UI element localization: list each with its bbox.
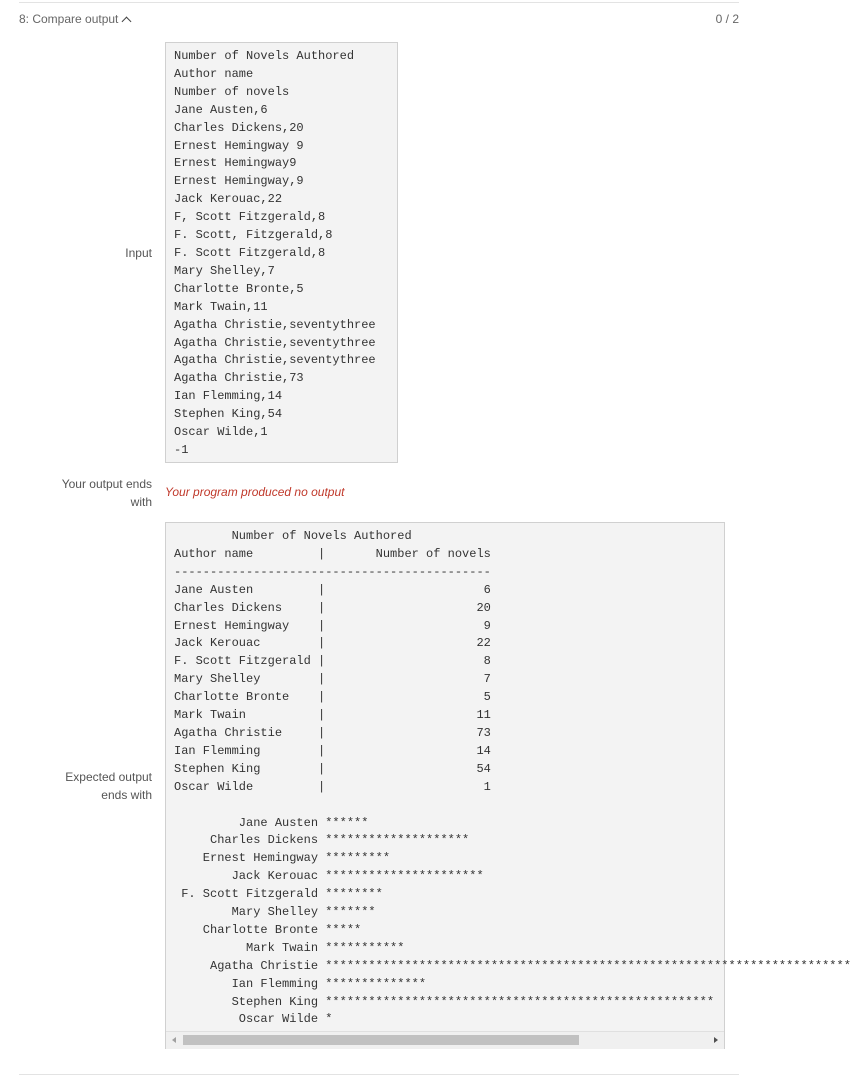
expected-output-text: Number of Novels Authored Author name | Number of novels -------------------------------------------- Jane Austen | 6 Charles Dickens | 20 Ernest Hemingway | 9 Jack Kerouac | 22 F. Scott Fitzgerald | 8 Mary Shelley | 7 Charlotte Bronte | 5 Mark Twain | 11 Agatha Christie | 73 Ian Flemming | 14 Stephen King | 54 Oscar Wilde | 1 Jane Austen ****** Charles Dickens ******************** Ernest Hemingway ********* Jack Kerouac ********************** F. Scott Fitzgerald ******** Mary Shelley ******* Charlotte Bronte ***** Mark Twain *********** Agatha Christie ************************************************************************* Ian Flemming ************** Stephen King ****************************************************** Oscar Wilde * xyxy=(174,529,851,1027)
test-header xyxy=(19,12,739,30)
your-output-label-line2: with xyxy=(130,495,152,509)
expected-output-box[interactable] xyxy=(165,522,851,1049)
chevron-up-icon xyxy=(122,16,132,26)
collapse-toggle[interactable] xyxy=(19,12,130,26)
input-label: Input xyxy=(125,246,152,260)
horizontal-scrollbar[interactable] xyxy=(166,1031,724,1049)
your-output-label xyxy=(12,475,152,511)
test-title: 8: Compare output xyxy=(19,12,119,26)
no-output-message: Your program produced no output xyxy=(165,485,345,499)
your-output-label-line1: Your output ends xyxy=(61,477,152,491)
input-text: Number of Novels Authored Author name Number of novels Jane Austen,6 Charles Dickens,20 Ernest Hemingway 9 Ernest Hemingway9 Ernest Hemingway,9 Jack Kerouac,22 F, Scott Fitzgerald,8 F. Scott, Fitzgerald,8 F. Scott Fitzgerald,8 Mary Shelley,7 Charlotte Bronte,5 Mark Twain,11 Agatha Christie,seventythree Agatha Christie,seventythree Agatha Christie,seventythree Agatha Christie,73 Ian Flemming,14 Stephen King,54 Oscar Wilde,1 -1 xyxy=(174,49,376,457)
top-divider xyxy=(19,2,739,3)
bottom-divider xyxy=(19,1074,739,1075)
scroll-thumb[interactable] xyxy=(183,1035,579,1045)
expected-output-label-line2: ends with xyxy=(101,788,152,802)
expected-output-label xyxy=(12,768,152,804)
input-box xyxy=(165,42,398,463)
scroll-left-icon[interactable] xyxy=(172,1037,176,1043)
scroll-right-icon[interactable] xyxy=(714,1037,718,1043)
expected-output-label-line1: Expected output xyxy=(65,770,152,784)
score-badge: 0 / 2 xyxy=(715,12,739,26)
